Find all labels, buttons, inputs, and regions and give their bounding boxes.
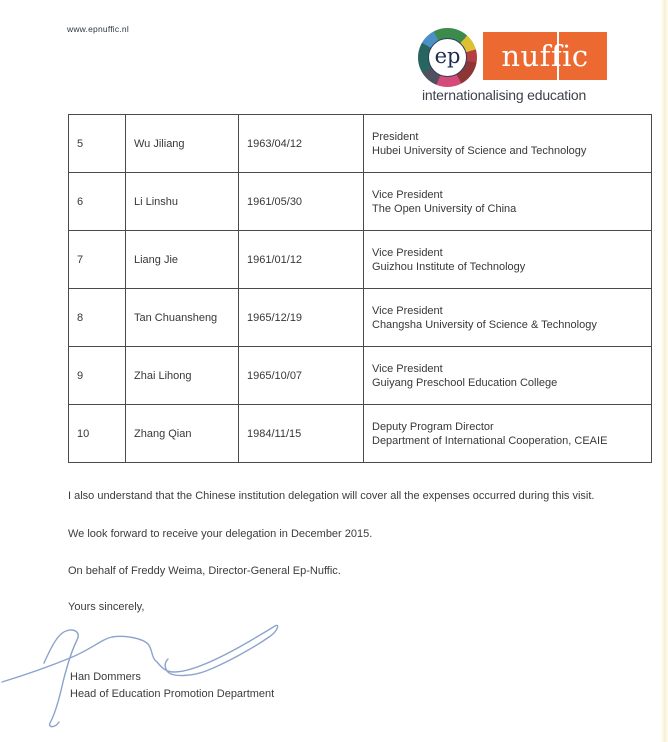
cell-birth-date: 1961/01/12 [239,231,364,289]
institution-name: Changsha University of Science & Technology [372,318,597,331]
institution-name: Guiyang Preschool Education College [372,376,558,389]
nuffic-wordmark-box [483,32,607,80]
table-row [69,405,652,463]
cell-number: 9 [69,347,126,405]
cell-position [364,347,652,405]
paragraph-on-behalf: On behalf of Freddy Weima, Director-General Ep-Nuffic. [68,565,341,577]
position-title: Deputy Program Director [372,420,494,433]
cell-name: Zhai Lihong [126,347,239,405]
cell-number: 7 [69,231,126,289]
logo-tagline: internationalising education [422,87,587,103]
cell-number: 6 [69,173,126,231]
cell-name: Wu Jiliang [126,115,239,173]
cell-number: 8 [69,289,126,347]
cell-birth-date: 1961/05/30 [239,173,364,231]
table-row [69,231,652,289]
cell-number: 10 [69,405,126,463]
nuffic-wordmark-text: nuffic [501,39,589,73]
table-row [69,289,652,347]
ep-monogram-text: ep [434,43,461,68]
cell-name: Li Linshu [126,173,239,231]
ep-monogram-badge [428,38,467,77]
cell-position [364,405,652,463]
table-row [69,115,652,173]
institution-name: Department of International Cooperation, CEAIE [372,434,608,447]
position-title: Vice President [372,188,443,201]
position-title: Vice President [372,362,443,375]
cell-birth-date: 1965/12/19 [239,289,364,347]
position-title: Vice President [372,246,443,259]
table-row [69,347,652,405]
cell-position [364,115,652,173]
scanned-page-edge [661,0,668,742]
cell-position [364,173,652,231]
cell-name: Zhang Qian [126,405,239,463]
delegation-table [68,114,652,463]
institution-name: Hubei University of Science and Technology [372,144,587,157]
epnuffic-logo [418,28,610,104]
institution-name: The Open University of China [372,202,517,215]
position-title: President [372,130,419,143]
signer-title: Head of Education Promotion Department [70,688,275,700]
table-row [69,173,652,231]
website-url-text: www.epnuffic.nl [67,24,129,34]
cell-name: Tan Chuansheng [126,289,239,347]
ep-circle-logo-icon [418,28,477,87]
position-title: Vice President [372,304,443,317]
paragraph-expenses: I also understand that the Chinese institution delegation will cover all the expenses occurred during this visit. [68,490,595,502]
table-body [69,115,652,463]
cell-position [364,231,652,289]
signer-name: Han Dommers [70,671,141,683]
cell-birth-date: 1984/11/15 [239,405,364,463]
cell-position [364,289,652,347]
cell-name: Liang Jie [126,231,239,289]
cell-number: 5 [69,115,126,173]
paragraph-welcome: We look forward to receive your delegation in December 2015. [68,528,373,540]
institution-name: Guizhou Institute of Technology [372,260,526,273]
closing-salutation: Yours sincerely, [68,601,145,613]
cell-birth-date: 1963/04/12 [239,115,364,173]
cell-birth-date: 1965/10/07 [239,347,364,405]
handwritten-signature-image [0,606,300,741]
